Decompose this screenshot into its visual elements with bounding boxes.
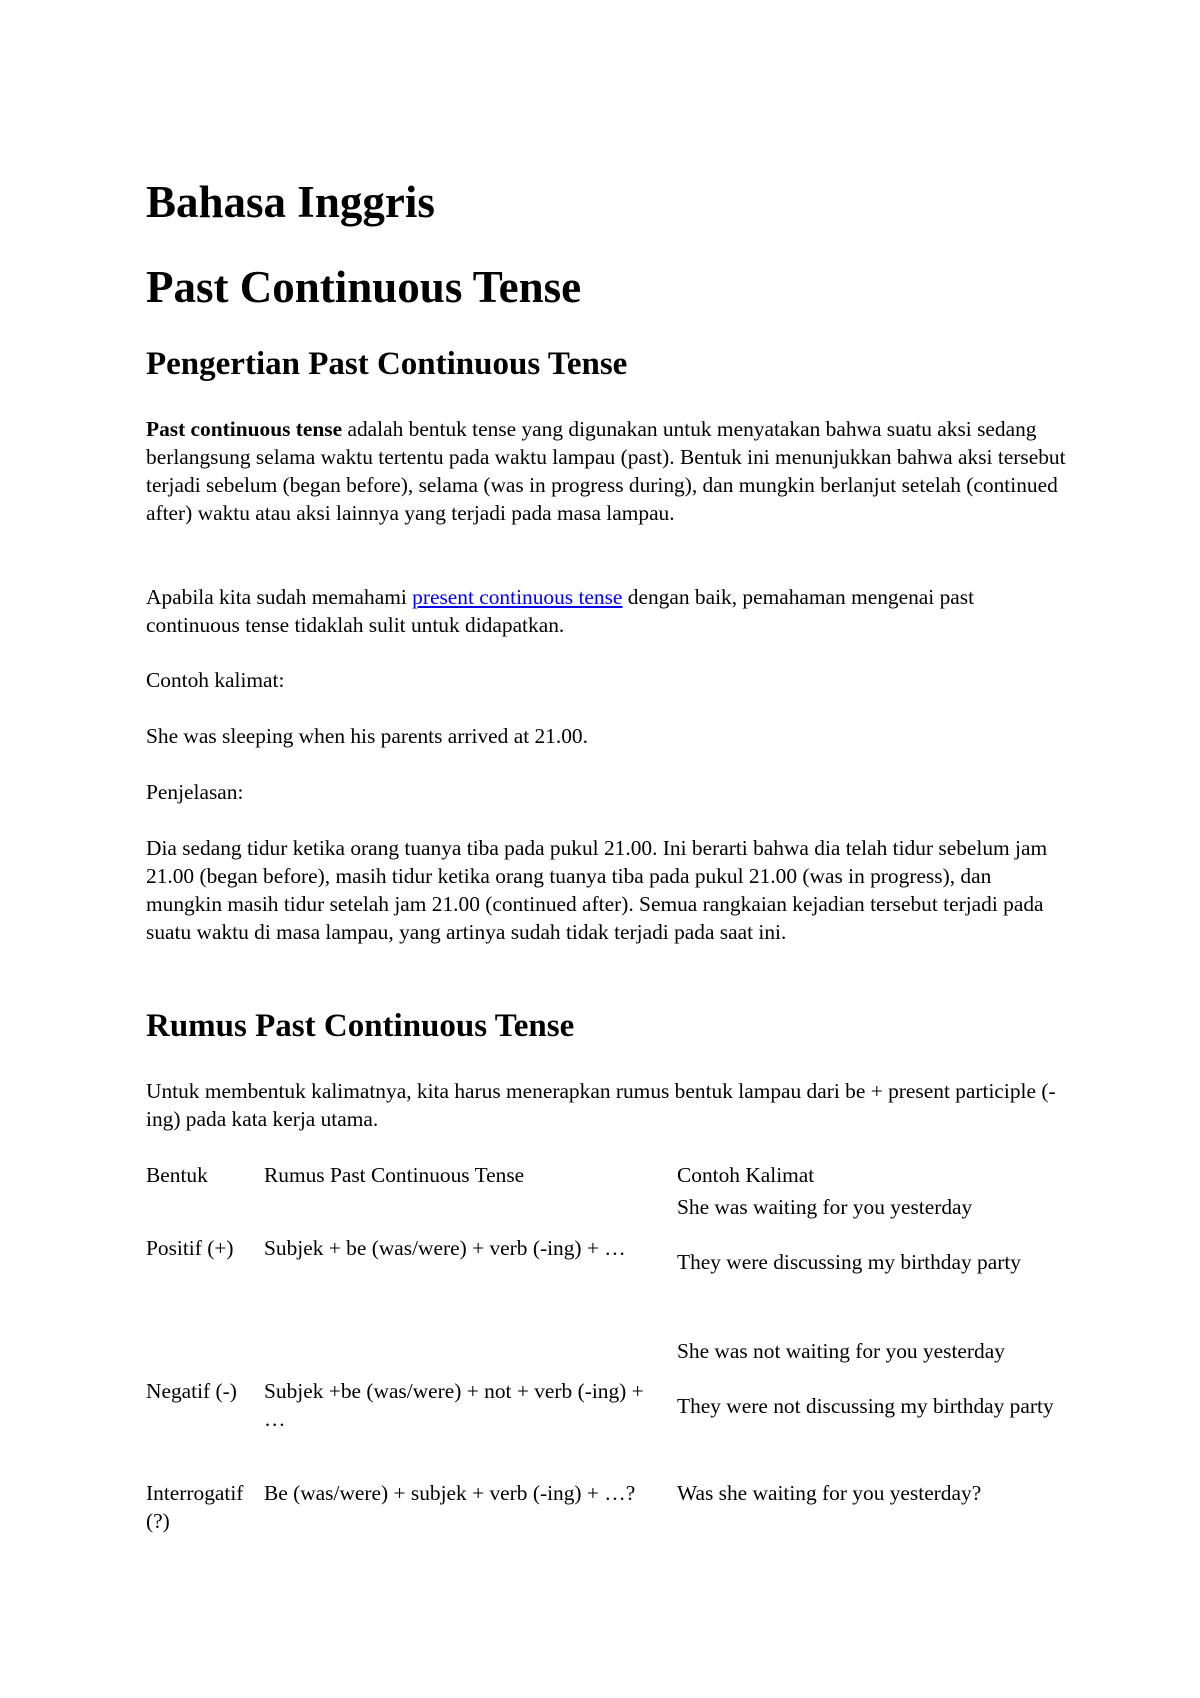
intro-paragraph <box>146 583 1070 639</box>
table-row-positif-rumus: Subjek + be (was/were) + verb (-ing) + … <box>264 1236 626 1260</box>
table-row-negatif-rumus: Subjek +be (was/were) + not + verb (-ing) + … <box>264 1379 644 1431</box>
table-row-interrogatif-bentuk: Interrogatif (?) <box>146 1481 244 1533</box>
table-row-positif-example-2: They were discussing my birthday party <box>677 1250 1021 1274</box>
table-header-contoh: Contoh Kalimat <box>677 1163 815 1187</box>
explanation-label: Penjelasan: <box>146 780 244 804</box>
table-header-rumus: Rumus Past Continuous Tense <box>264 1163 525 1187</box>
example-label: Contoh kalimat: <box>146 668 285 692</box>
explanation-paragraph: Dia sedang tidur ketika orang tuanya tiba pada pukul 21.00. Ini berarti bahwa dia telah tidur sebelum jam 21.00 (began before), masih tidur ketika orang tuanya tiba pada pukul 21.00 (was in progress), dan mungkin masih tidur setelah jam 21.00 (continued after). Semua rangkaian kejadian tersebut terjadi pada suatu waktu di masa lampau, yang artinya sudah tidak terjadi pada saat ini. <box>146 836 1048 944</box>
table-header-bentuk: Bentuk <box>146 1163 208 1187</box>
section-heading-pengertian: Pengertian Past Continuous Tense <box>146 346 628 382</box>
table-row-negatif-example-2: They were not discussing my birthday party <box>677 1394 1054 1418</box>
table-row-negatif-bentuk: Negatif (-) <box>146 1379 237 1403</box>
document-title: Bahasa Inggris <box>146 177 435 227</box>
definition-paragraph <box>146 415 1070 527</box>
table-row-positif-bentuk: Positif (+) <box>146 1236 234 1260</box>
intro-text-before: Apabila kita sudah memahami <box>146 585 413 609</box>
present-continuous-link[interactable]: present continuous tense <box>412 585 623 609</box>
intro-text-after: dengan baik, pemahaman mengenai past continuous tense tidaklah sulit untuk didapatkan. <box>146 585 975 637</box>
definition-term: Past continuous tense <box>146 417 343 441</box>
formula-intro-paragraph: Untuk membentuk kalimatnya, kita harus menerapkan rumus bentuk lampau dari be + present participle (-ing) pada kata kerja utama. <box>146 1079 1056 1131</box>
table-row-negatif-example-1: She was not waiting for you yesterday <box>677 1339 1005 1363</box>
definition-text: adalah bentuk tense yang digunakan untuk menyatakan bahwa suatu aksi sedang berlangsung selama waktu tertentu pada waktu lampau (past). Bentuk ini menunjukkan bahwa aksi tersebut terjadi sebelum (began before), selama (was in progress during), dan mungkin berlanjut setelah (continued after) waktu atau aksi lainnya yang terjadi pada masa lampau. <box>146 417 1066 525</box>
table-row-positif-example-1: She was waiting for you yesterday <box>677 1195 973 1219</box>
example-sentence: She was sleeping when his parents arrived at 21.00. <box>146 724 588 748</box>
document-subtitle: Past Continuous Tense <box>146 262 582 312</box>
table-row-interrogatif-example-1: Was she waiting for you yesterday? <box>677 1481 982 1505</box>
section-heading-rumus: Rumus Past Continuous Tense <box>146 1008 575 1044</box>
table-row-interrogatif-rumus: Be (was/were) + subjek + verb (-ing) + …? <box>264 1481 636 1505</box>
